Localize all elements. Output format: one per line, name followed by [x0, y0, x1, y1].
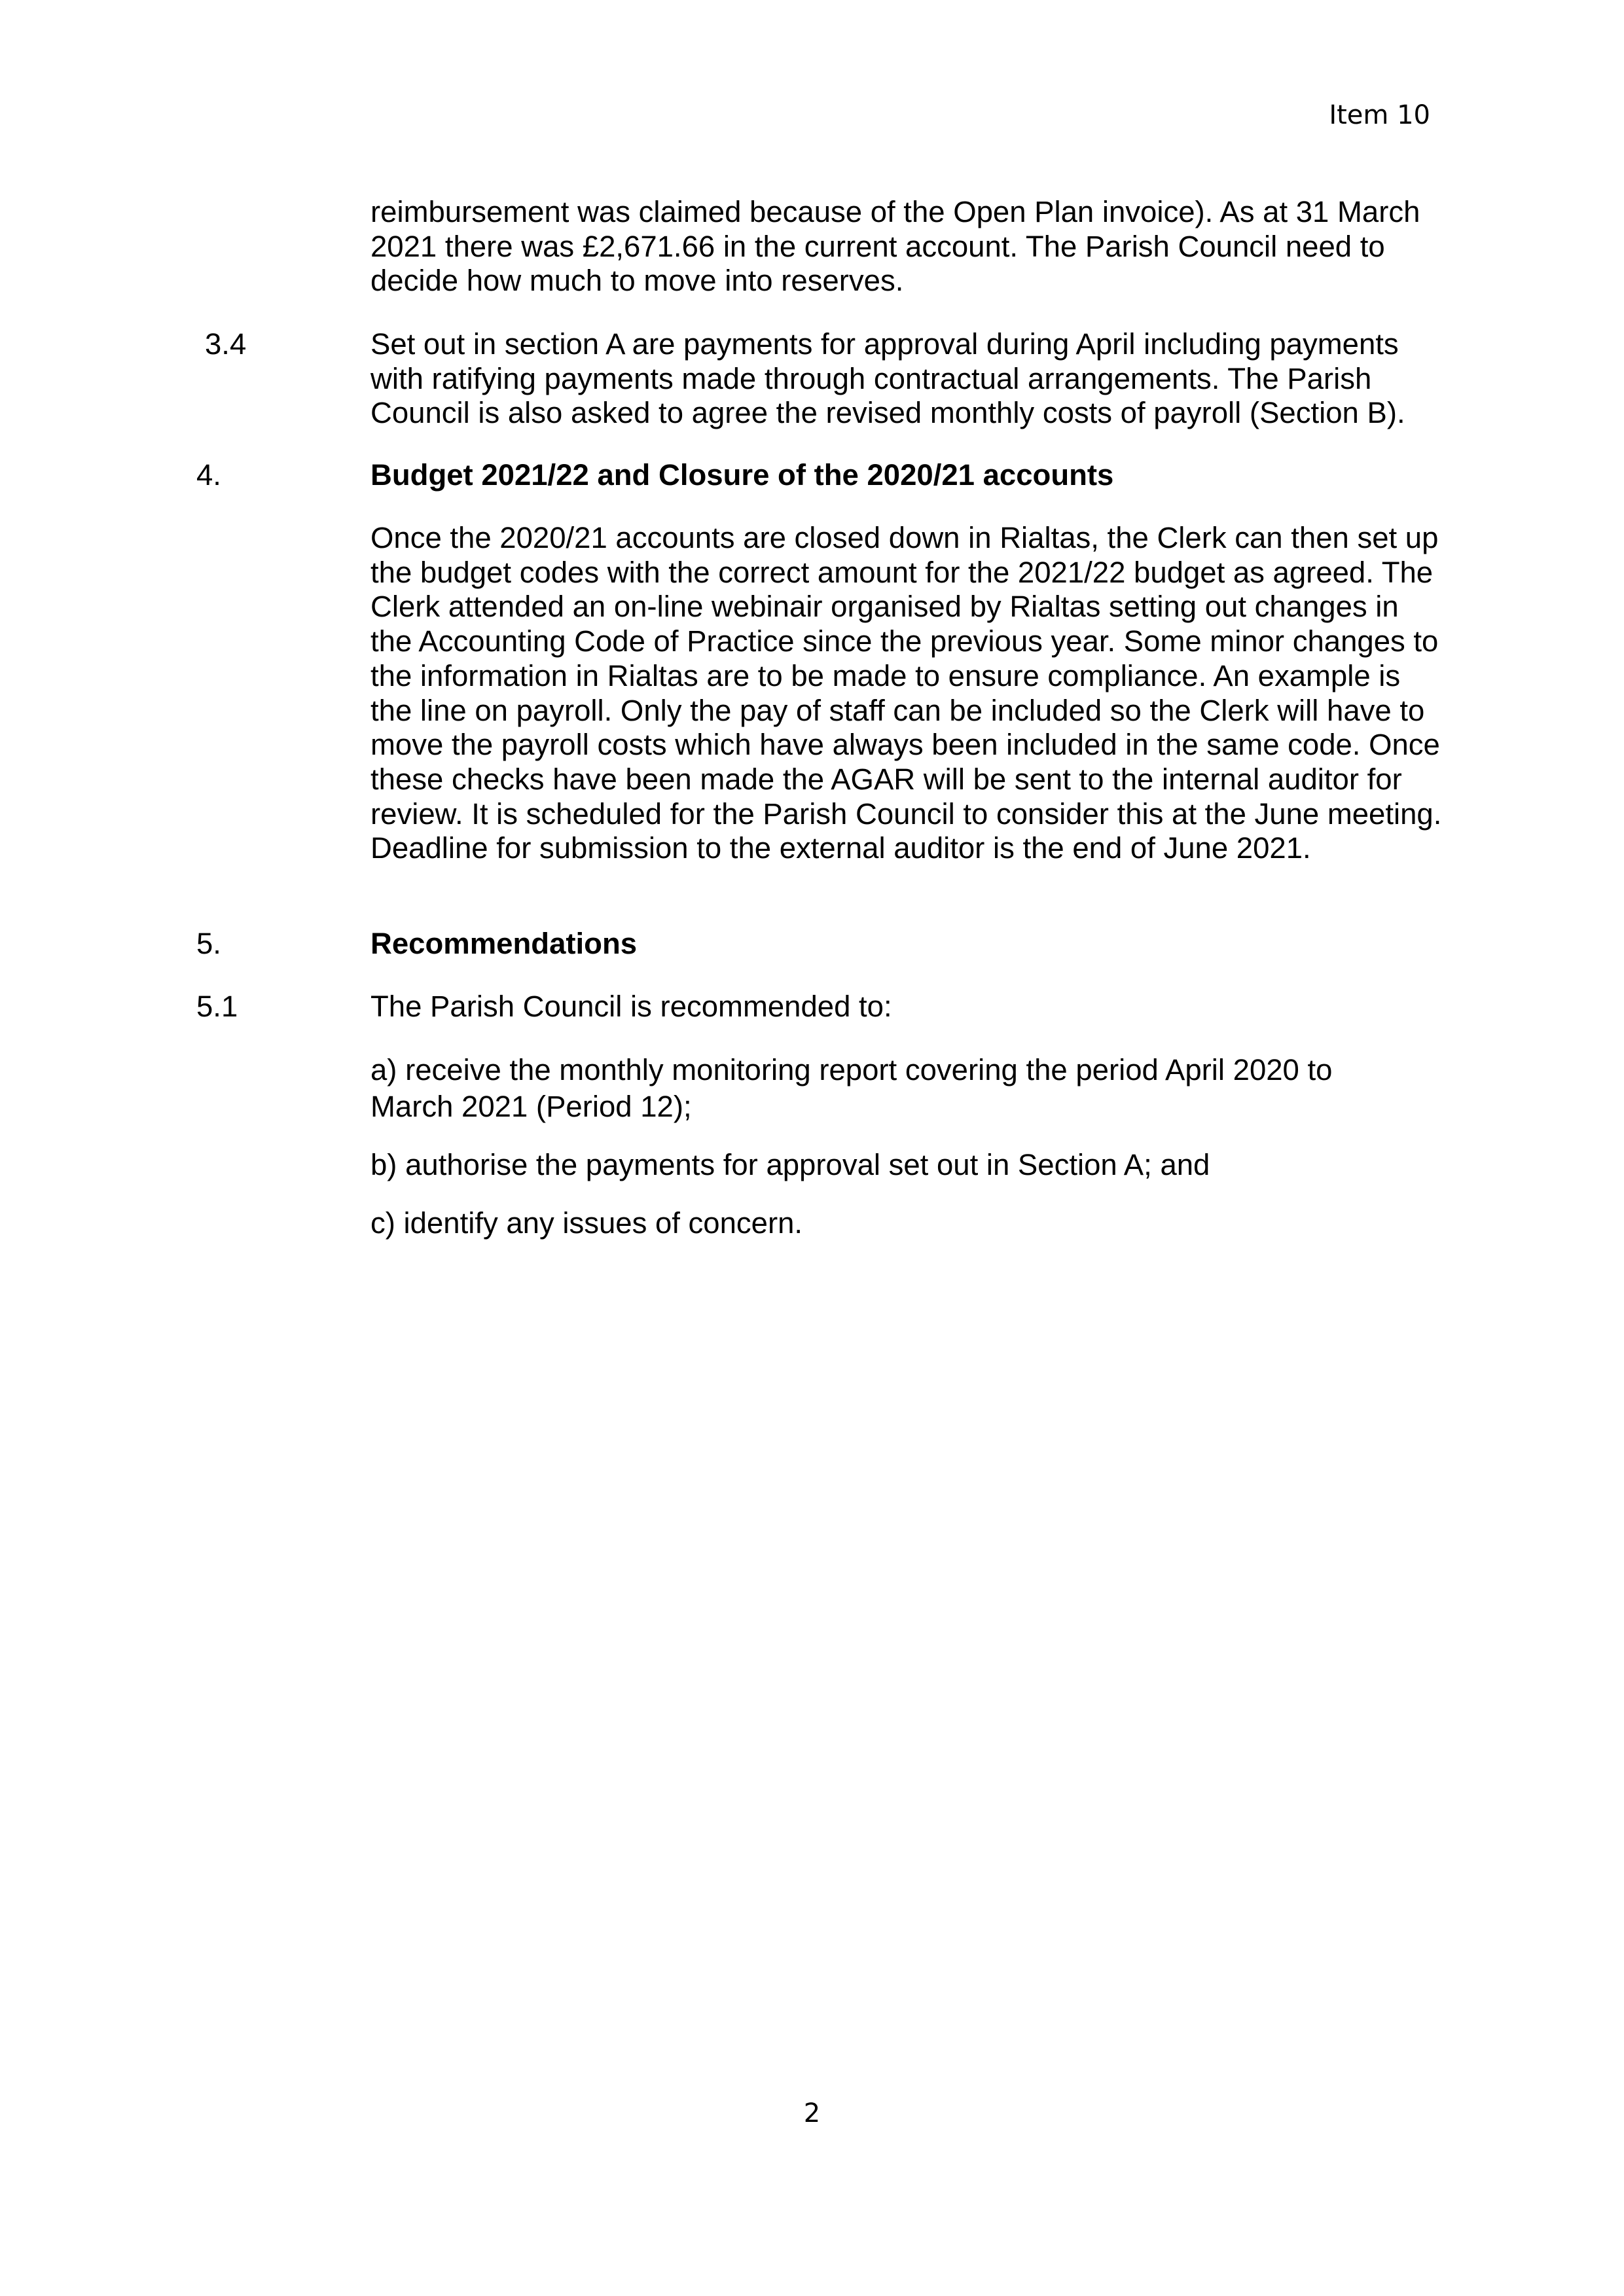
section-4-paragraph: Once the 2020/21 accounts are closed down in Rialtas, the Clerk can then set up the budget codes with the correct amount for the 2021/22 budget as agreed. The Clerk attended an on-line webinair organised by Rialtas setting out changes in the Accounting Code of Practice since the previous year. Some minor changes to the information in Rialtas are to be made to ensure compliance. An example is the line on payroll. Only the pay of staff can be included so the Clerk will have to move the payroll costs which have always been included in the same code. Once these checks have been made the AGAR will be sent to the internal auditor for review. It is scheduled for the Parish Council to consider this at the June meeting. Deadline for submission to the external auditor is the end of June 2021. [370, 521, 1442, 865]
section-number-5-1: 5.1 [196, 990, 238, 1023]
section-4-heading: Budget 2021/22 and Closure of the 2020/21 accounts [370, 458, 1114, 492]
recommendation-item-a: a) receive the monthly monitoring report covering the period April 2020 to March 2021 (Period 12); [370, 1053, 1333, 1123]
section-3-4-paragraph: Set out in section A are payments for approval during April including payments with ratifying payments made through contractual arrangements. The Parish Council is also asked to agree the revised monthly costs of payroll (Section B). [370, 327, 1405, 430]
section-number-5: 5. [196, 927, 221, 960]
recommendation-item-c: c) identify any issues of concern. [370, 1206, 803, 1240]
section-number-3-4: 3.4 [205, 327, 247, 361]
continuation-paragraph: reimbursement was claimed because of the Open Plan invoice). As at 31 March 2021 there was £2,671.66 in the current account. The Parish Council need to decide how much to move into reserves. [370, 195, 1420, 298]
page-number: 2 [803, 2098, 821, 2128]
item-label: Item 10 [1329, 100, 1430, 130]
section-5-1-intro: The Parish Council is recommended to: [370, 990, 892, 1023]
section-5-heading: Recommendations [370, 927, 638, 960]
section-number-4: 4. [196, 458, 221, 492]
recommendation-item-b: b) authorise the payments for approval set out in Section A; and [370, 1148, 1210, 1181]
